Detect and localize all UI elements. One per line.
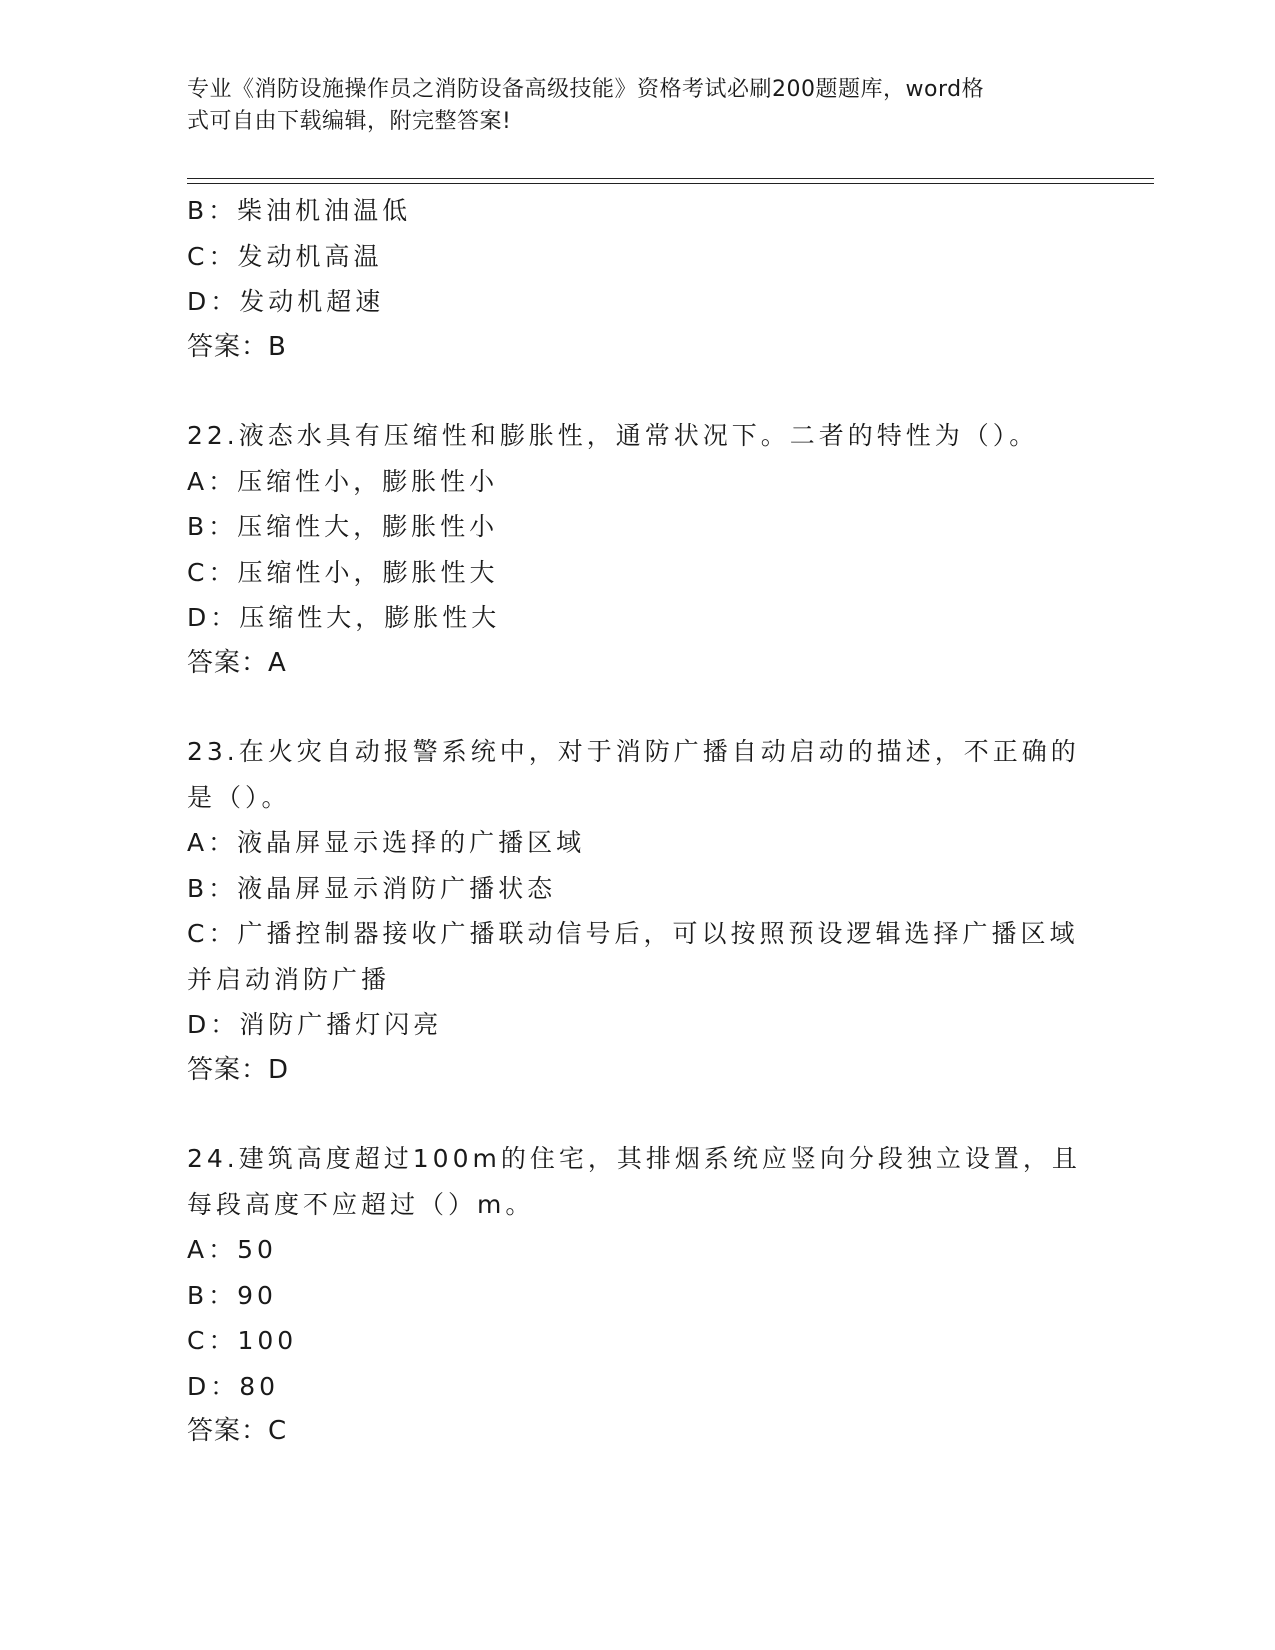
option-d: D：80	[187, 1371, 280, 1401]
option-c: C：发动机高温	[187, 241, 383, 271]
option-a: A：压缩性小，膨胀性小	[187, 466, 499, 496]
answer-line: 答案：C	[187, 1416, 288, 1446]
question-text-continued: 是（）。	[187, 782, 291, 812]
option-b: B：柴油机油温低	[187, 196, 412, 225]
option-c: C：广播控制器接收广播联动信号后，可以按照预设逻辑选择广播区域	[187, 919, 1079, 948]
answer-line: 答案：D	[187, 1054, 290, 1085]
question-gap	[187, 370, 1087, 413]
option-b: B：90	[187, 1280, 277, 1310]
question-gap	[187, 686, 1087, 729]
option-b: B：液晶屏显示消防广播状态	[187, 873, 557, 903]
option-d: D：压缩性大，膨胀性大	[187, 603, 501, 632]
question-list	[187, 188, 1087, 1455]
question-21-continued	[187, 188, 1087, 370]
option-c: C：压缩性小，膨胀性大	[187, 557, 499, 587]
question-22	[187, 413, 1087, 686]
document-header	[187, 74, 1067, 138]
header-title-line-1: 专业《消防设施操作员之消防设备高级技能》资格考试必刷200题题库，word格	[187, 77, 985, 102]
answer-line: 答案：B	[187, 331, 287, 362]
question-text: 24.建筑高度超过100m的住宅，其排烟系统应竖向分段独立设置，且	[187, 1144, 1081, 1173]
option-d: D：发动机超速	[187, 287, 385, 316]
option-a: A：液晶屏显示选择的广播区域	[187, 828, 586, 857]
option-c: C：100	[187, 1326, 298, 1355]
answer-line: 答案：A	[187, 647, 287, 678]
question-24	[187, 1136, 1087, 1455]
option-d: D：消防广播灯闪亮	[187, 1010, 443, 1039]
option-a: A：50	[187, 1235, 277, 1264]
option-b: B：压缩性大，膨胀性小	[187, 512, 499, 541]
header-divider-bottom	[187, 183, 1154, 184]
question-23	[187, 729, 1087, 1093]
header-divider-top	[187, 178, 1154, 179]
question-text: 22.液态水具有压缩性和膨胀性，通常状况下。二者的特性为（）。	[187, 421, 1039, 450]
question-text-continued: 每段高度不应超过（）m。	[187, 1189, 535, 1219]
option-c-continued: 并启动消防广播	[187, 964, 391, 994]
question-gap	[187, 1093, 1087, 1136]
header-title-line-2: 式可自由下载编辑，附完整答案!	[187, 109, 512, 134]
question-text: 23.在火灾自动报警系统中，对于消防广播自动启动的描述，不正确的	[187, 737, 1080, 766]
